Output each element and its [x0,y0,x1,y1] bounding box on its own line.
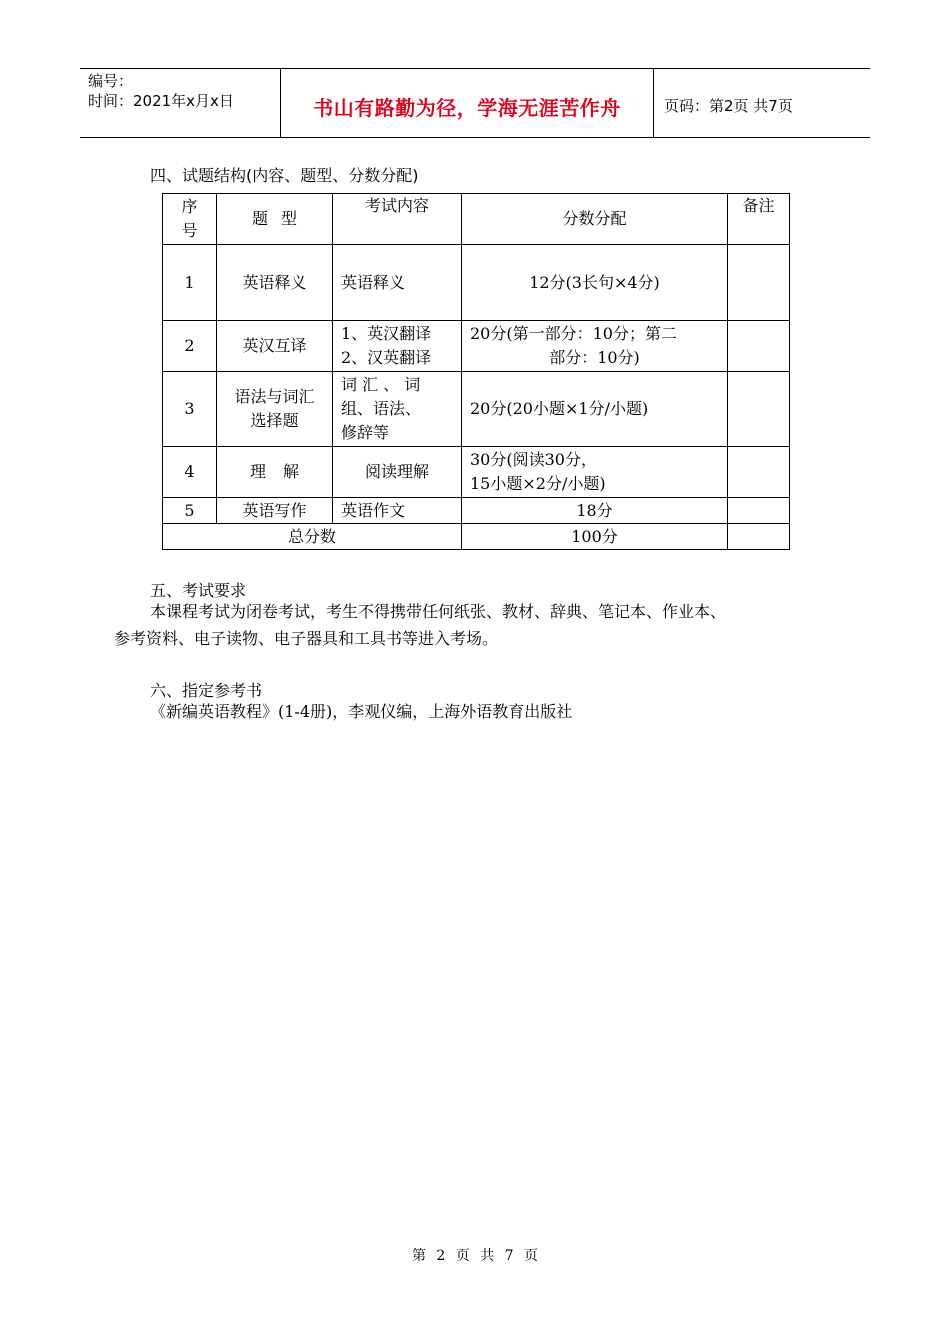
total-score: 100分 [462,524,728,550]
row2-seq: 2 [163,321,217,372]
row3-content: 词 汇 、 词 组、语法、 修辞等 [333,372,462,447]
row4-score: 30分(阅读30分， 15小题×2分/小题) [462,447,728,498]
header-type: 题 型 [217,194,333,245]
header-seq: 序 号 [163,194,217,245]
page-header [80,68,870,138]
page-footer: 第 2 页 共 7 页 [411,1248,539,1264]
section4-title: 四、试题结构(内容、题型、分数分配) [150,166,419,185]
row5-content: 英语作文 [333,498,462,524]
row2-content: 1、英汉翻译 2、汉英翻译 [333,321,462,372]
total-label: 总分数 [163,524,462,550]
header-motto: 书山有路勤为径，学海无涯苦作舟 [281,69,654,137]
row4-note [728,447,790,498]
table-row [163,447,790,498]
table-header-row [163,194,790,245]
row1-score: 12分(3长句×4分) [462,245,728,321]
row3-note [728,372,790,447]
table-row [163,372,790,447]
section5-title: 五、考试要求 [150,581,247,600]
row2-score: 20分(第一部分：10分；第二 部分：10分) [462,321,728,372]
section6-title: 六、指定参考书 [150,681,263,700]
score-table [162,193,790,550]
row1-note [728,245,790,321]
section6-reference: 《新编英语教程》(1-4册)，李观仪编，上海外语教育出版社 [150,702,573,721]
row3-type: 语法与词汇 选择题 [217,372,333,447]
row1-seq: 1 [163,245,217,321]
total-note [728,524,790,550]
row5-type: 英语写作 [217,498,333,524]
header-info-cell [80,69,281,137]
table-row [163,321,790,372]
header-score: 分数分配 [462,194,728,245]
row5-score: 18分 [462,498,728,524]
row3-score: 20分(20小题×1分/小题) [462,372,728,447]
row1-content: 英语释义 [333,245,462,321]
row4-type: 理 解 [217,447,333,498]
row4-content: 阅读理解 [333,447,462,498]
header-page-label: 页码：第2页 共7页 [664,96,793,115]
table-row [163,245,790,321]
section5-paragraph-line1: 本课程考试为闭卷考试，考生不得携带任何纸张、教材、辞典、笔记本、作业本、 [150,602,727,621]
row2-note [728,321,790,372]
table-row [163,498,790,524]
header-content: 考试内容 [333,194,462,245]
row5-seq: 5 [163,498,217,524]
row2-type: 英汉互译 [217,321,333,372]
row1-type: 英语释义 [217,245,333,321]
serial-label: 编号： [88,72,134,90]
row5-note [728,498,790,524]
row4-seq: 4 [163,447,217,498]
section5-paragraph-line2: 参考资料、电子读物、电子器具和工具书等进入考场。 [114,629,499,648]
header-note: 备注 [728,194,790,245]
table-total-row [163,524,790,550]
row3-seq: 3 [163,372,217,447]
time-label: 时间：2021年x月x日 [88,92,234,110]
